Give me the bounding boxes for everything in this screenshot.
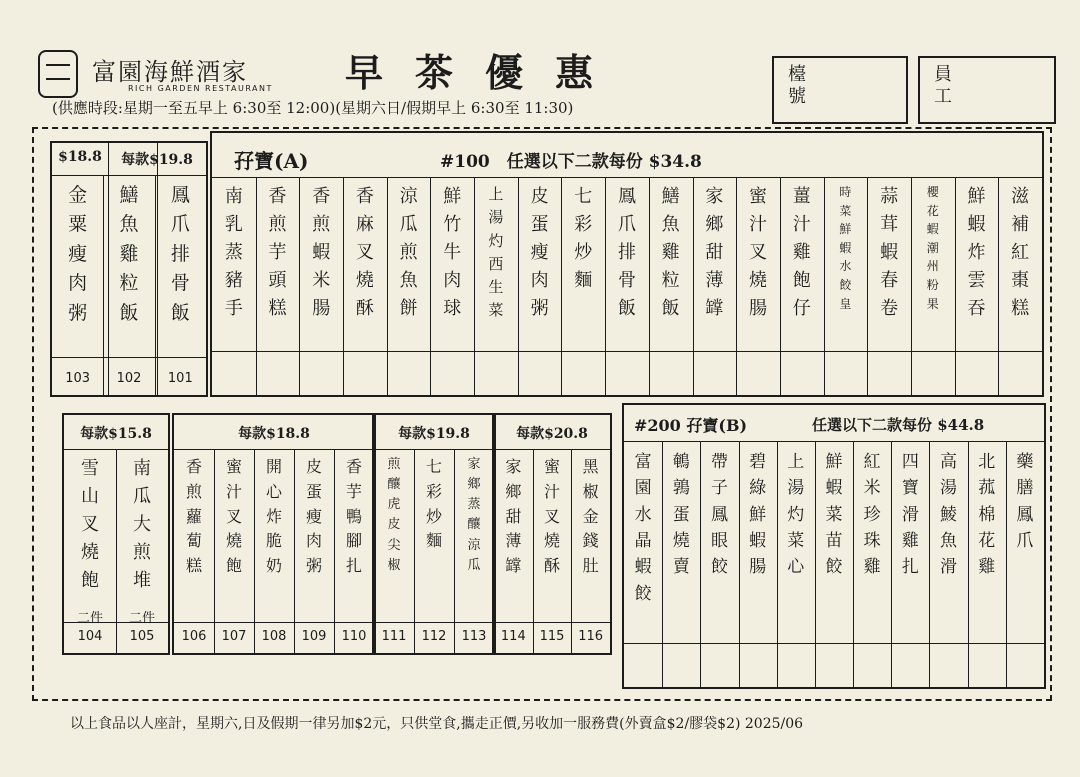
menu-item[interactable]: 鮮 竹 牛 肉 球 (443, 186, 462, 319)
menu-item[interactable]: 富 園 水 晶 蝦 餃 (634, 452, 652, 604)
menu-item[interactable]: 上 湯 灼 西 生 菜 (488, 185, 504, 320)
table-number-label: 檯號 (788, 64, 806, 107)
item-code: 111 (381, 629, 407, 644)
group-20-8-label: 每款$20.8 (516, 426, 588, 442)
item-code: 107 (221, 629, 247, 644)
item-code: 104 (77, 629, 103, 644)
menu-item[interactable]: 碧 綠 鮮 蝦 腸 (749, 452, 767, 578)
restaurant-name: 富園海鮮酒家 (92, 58, 248, 86)
menu-item[interactable]: 涼 瓜 煎 魚 餅 (399, 186, 418, 319)
item-code: 103 (65, 371, 91, 386)
menu-item[interactable]: 家 鄉 蒸 釀 涼 瓜 (467, 457, 481, 573)
menu-item[interactable]: 蒜 茸 蝦 春 卷 (880, 186, 899, 319)
restaurant-name-en: RICH GARDEN RESTAURANT (128, 84, 273, 93)
restaurant-logo-icon (38, 50, 78, 98)
item-quantity-note: 二件 (76, 611, 103, 626)
menu-item[interactable]: 南 瓜 大 煎 堆 (133, 458, 151, 591)
group-20-8-section (492, 413, 612, 655)
item-code: 114 (500, 629, 526, 644)
menu-item[interactable]: 鮮 蝦 炸 雲 吞 (967, 186, 986, 319)
menu-item[interactable]: 北 菰 棉 花 雞 (978, 452, 996, 578)
item-code: 115 (539, 629, 565, 644)
menu-item[interactable]: 鱔 魚 雞 粒 飯 (661, 186, 680, 319)
top-left-section (50, 141, 208, 397)
menu-item[interactable]: 紅 米 珍 珠 雞 (863, 452, 881, 578)
menu-item[interactable]: 高 湯 鯪 魚 滑 (940, 452, 958, 578)
group-19-8-label: 每款$19.8 (398, 426, 470, 442)
menu-item[interactable]: 蜜 汁 叉 燒 飽 (225, 457, 242, 576)
menu-item[interactable]: 香 芋 鴨 腳 扎 (345, 457, 362, 576)
group-19-8-section (372, 413, 496, 655)
menu-item[interactable]: 皮 蛋 瘦 肉 粥 (530, 186, 549, 319)
staff-box (918, 56, 1056, 124)
menu-item[interactable]: 家 鄉 甜 薄 罉 (705, 186, 724, 319)
menu-item[interactable]: 開 心 炸 脆 奶 (265, 457, 282, 576)
page-title: 早茶優惠 (345, 50, 626, 95)
price-18-8: $18.8 (58, 149, 102, 165)
combo-a-info: #100 任選以下二款每份 $34.8 (440, 152, 702, 172)
item-code: 113 (461, 629, 487, 644)
combo-a-label: 孖寶(A) (234, 149, 309, 173)
menu-item[interactable]: 皮 蛋 瘦 肉 粥 (305, 457, 322, 576)
item-code: 106 (181, 629, 207, 644)
item-quantity-note: 二件 (128, 611, 155, 626)
item-code: 101 (167, 371, 193, 386)
item-code: 116 (578, 629, 604, 644)
combo-a-section (210, 131, 1044, 397)
item-code: 110 (341, 629, 367, 644)
menu-item[interactable]: 香 煎 蘿 蔔 糕 (185, 457, 202, 576)
menu-item[interactable]: 香 麻 叉 燒 酥 (355, 186, 374, 319)
group-18-8-section (172, 413, 376, 655)
menu-item[interactable]: 香 煎 芋 頭 糕 (268, 186, 287, 319)
service-hours: (供應時段:星期一至五早上 6:30至 12:00)(星期六日/假期早上 6:30至 11:30) (52, 99, 574, 117)
menu-item[interactable]: 南 乳 蒸 豬 手 (224, 186, 243, 319)
table-number-box (772, 56, 908, 124)
combo-b-section (622, 403, 1046, 689)
group-15-8-label: 每款$15.8 (80, 426, 152, 442)
menu-item[interactable]: 滋 補 紅 棗 糕 (1011, 186, 1030, 319)
menu-item[interactable]: 四 寶 滑 雞 扎 (901, 452, 919, 578)
price-19-8: 每款$19.8 (121, 152, 193, 168)
menu-item[interactable]: 上 湯 灼 菜 心 (787, 452, 805, 578)
menu-item[interactable]: 鮮 蝦 菜 苗 餃 (825, 452, 843, 578)
item-code: 105 (129, 629, 155, 644)
menu-item[interactable]: 黑 椒 金 錢 肚 (582, 457, 599, 576)
menu-item[interactable]: 煎 釀 虎 皮 尖 椒 (387, 457, 401, 573)
footer-note: 以上食品以人座計，星期六,日及假期一律另加$2元，只供堂食,攜走正價,另收加一服務費(外賣盒$2/膠袋$2) 2025/06 (70, 716, 804, 732)
menu-item[interactable]: 蜜 汁 叉 燒 腸 (749, 186, 768, 319)
item-code: 108 (261, 629, 287, 644)
menu-item[interactable]: 雪 山 叉 燒 飽 (81, 458, 99, 591)
item-code: 102 (116, 371, 142, 386)
menu-item[interactable]: 鳳 爪 排 骨 飯 (170, 184, 190, 324)
menu-item[interactable]: 香 煎 蝦 米 腸 (312, 186, 331, 319)
group-18-8-label: 每款$18.8 (238, 426, 310, 442)
menu-item[interactable]: 鵪 鶉 蛋 燒 賣 (672, 452, 690, 578)
menu-item[interactable]: 蜜 汁 叉 燒 酥 (543, 457, 560, 576)
menu-item[interactable]: 薑 汁 雞 飽 仔 (792, 186, 811, 319)
menu-item[interactable]: 七 彩 炒 麵 (574, 186, 593, 291)
menu-item[interactable]: 帶 子 鳳 眼 餃 (710, 452, 728, 578)
menu-item[interactable]: 金 粟 瘦 肉 粥 (68, 184, 88, 324)
item-code: 109 (301, 629, 327, 644)
menu-item[interactable]: 鱔 魚 雞 粒 飯 (119, 184, 139, 324)
combo-b-label: #200 孖寶(B) (634, 416, 748, 435)
staff-label: 員工 (934, 64, 952, 107)
menu-item[interactable]: 七 彩 炒 麵 (425, 457, 442, 551)
menu-item[interactable]: 櫻 花 蝦 潮 州 粉 果 (926, 185, 939, 311)
menu-item[interactable]: 時 菜 鮮 蝦 水 餃 皇 (839, 185, 852, 311)
group-15-8-section (62, 413, 170, 655)
menu-item[interactable]: 家 鄉 甜 薄 罉 (505, 457, 522, 576)
menu-item[interactable]: 鳳 爪 排 骨 飯 (617, 186, 636, 319)
combo-b-info: 任選以下二款每份 $44.8 (812, 416, 985, 434)
menu-item[interactable]: 藥 膳 鳳 爪 (1016, 452, 1034, 552)
item-code: 112 (421, 629, 447, 644)
